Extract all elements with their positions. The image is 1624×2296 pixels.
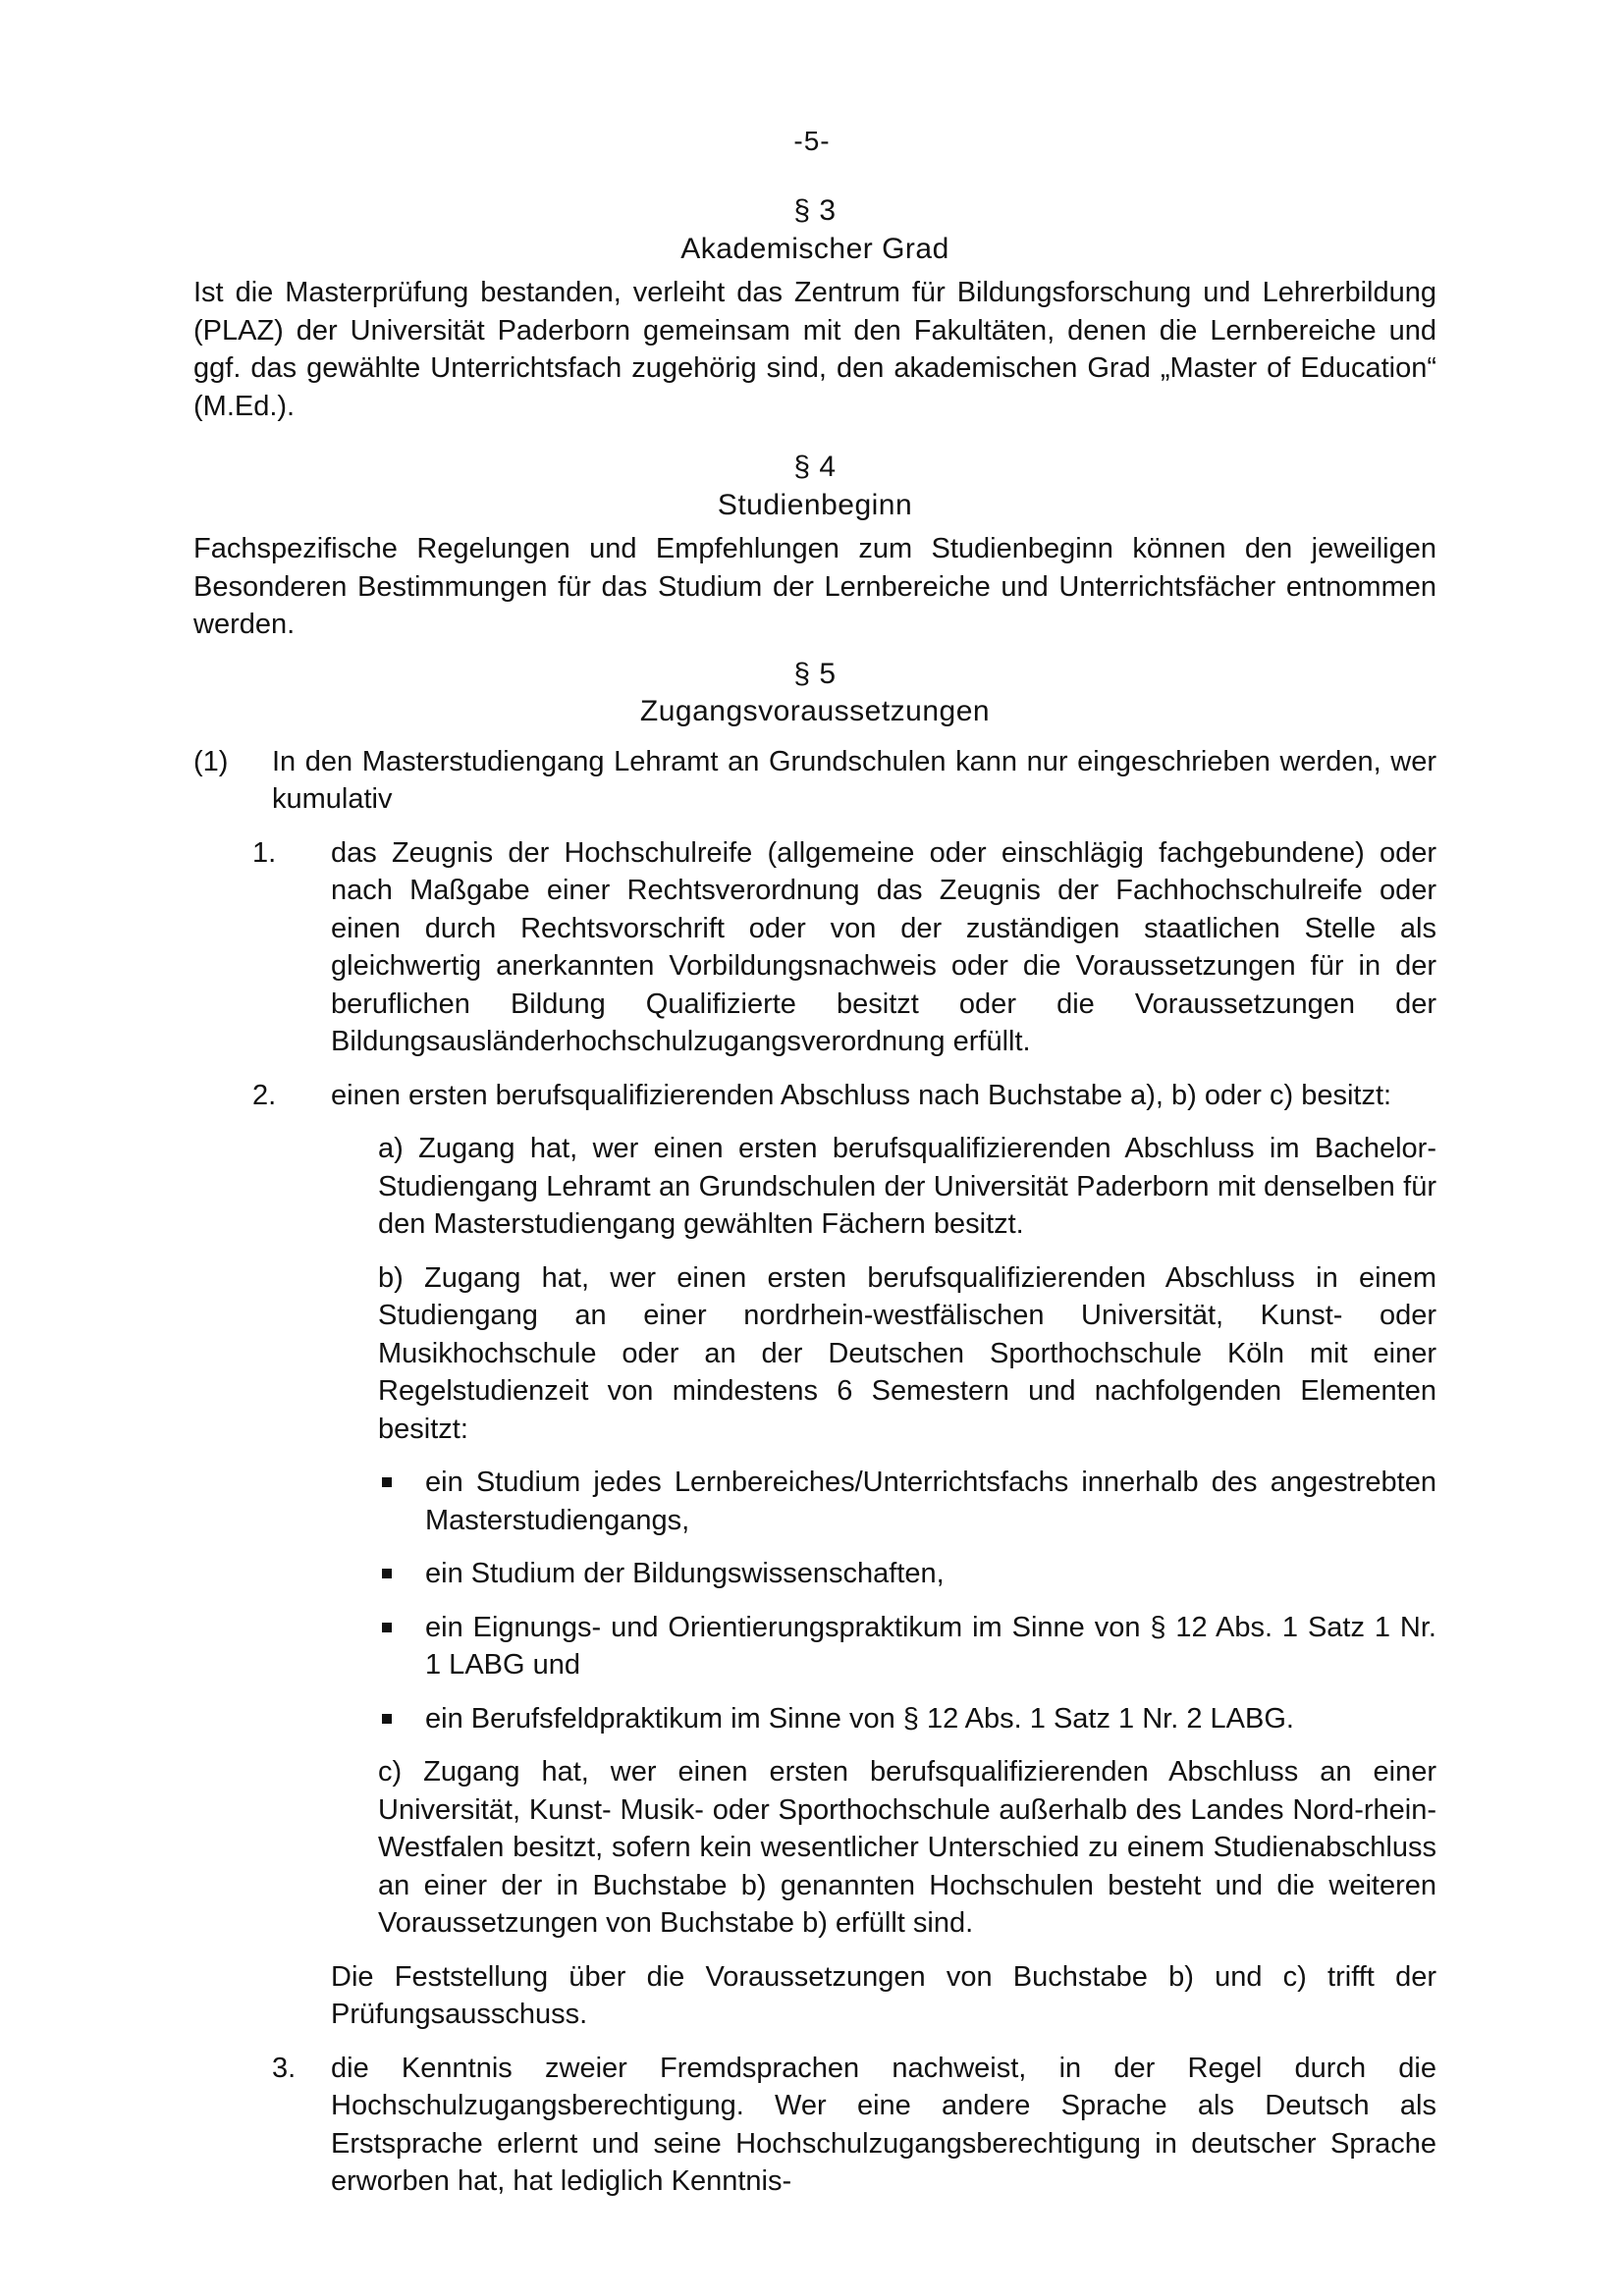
bullet-text: ein Studium jedes Lernbereiches/Unterrichtsfachs innerhalb des angestrebten Masterstudiengangs, bbox=[425, 1467, 1436, 1536]
section-body: Ist die Masterprüfung bestanden, verleiht das Zentrum für Bildungsforschung und Lehrerbildung (PLAZ) der Universität Paderborn gemeinsam mit den Fakultäten, denen die Lernbereiche und ggf. das gewählte Unterrichtsfach zugehörig sind, den akademischen Grad „Master of Education“ (M.Ed.). bbox=[193, 277, 1436, 422]
paragraph-label: (1) bbox=[193, 745, 229, 777]
section-body: Fachspezifische Regelungen und Empfehlungen zum Studienbeginn können den jeweiligen Besonderen Bestimmungen für das Studium der Lernbereiche und Unterrichtsfächer entnommen werden. bbox=[193, 533, 1436, 640]
bullet-list bbox=[378, 1464, 1436, 1737]
list-item-label: 3. bbox=[272, 2052, 297, 2084]
list-item-2 bbox=[252, 1077, 1436, 1115]
square-bullet-icon bbox=[378, 1464, 425, 1539]
list-item bbox=[378, 1464, 1436, 1539]
list-item-text: einen ersten berufsqualifizierenden Abschluss nach Buchstabe a), b) oder c) besitzt: bbox=[331, 1079, 1392, 1111]
bullet-text: ein Berufsfeldpraktikum im Sinne von § 12 Abs. 1 Satz 1 Nr. 2 LABG. bbox=[425, 1702, 1294, 1735]
list-item bbox=[378, 1555, 1436, 1593]
section-4 bbox=[193, 449, 1436, 644]
list-item-label: 2. bbox=[252, 1079, 277, 1111]
section-title: Studienbeginn bbox=[717, 488, 913, 521]
subitem-c: c) Zugang hat, wer einen ersten berufsqualifizierenden Abschluss an einer Universität, Kunst- Musik- oder Sporthochschule außerhalb des Landes Nord-rhein-Westfalen besitzt, sofern kein wesentlicher Unterschied zu einem Studienabschluss an einer der in Buchstabe b) genannten Hochschulen besteht und die weiteren Voraussetzungen von Buchstabe b) erfüllt sind. bbox=[378, 1756, 1436, 1939]
section-title: Akademischer Grad bbox=[680, 232, 949, 265]
bullet-text: ein Studium der Bildungswissenschaften, bbox=[425, 1558, 945, 1589]
list-item-text: das Zeugnis der Hochschulreife (allgemeine oder einschlägig fachgebundene) oder nach Maßgabe einer Rechtsverordnung das Zeugnis der Fachhochschulreife oder einen durch Rechtsvorschrift oder von der zuständigen staatlichen Stelle als gleichwertig anerkannten Vorbildungsnachweis oder die Voraussetzungen für in der beruflichen Bildung Qualifizierte besitzt oder die Voraussetzungen der Bildungsausländerhochschulzugangsverordnung erfüllt. bbox=[331, 836, 1436, 1057]
square-bullet-icon bbox=[378, 1700, 425, 1738]
list-item-label: 1. bbox=[252, 836, 277, 869]
examination-note: Die Feststellung über die Voraussetzungen von Buchstabe b) und c) trifft der Prüfungsausschuss. bbox=[331, 1960, 1436, 2030]
section-number: § 5 bbox=[793, 657, 837, 690]
list-item bbox=[378, 1700, 1436, 1738]
section-number: § 3 bbox=[793, 194, 837, 227]
section-3 bbox=[193, 192, 1436, 425]
square-bullet-icon bbox=[378, 1555, 425, 1593]
subitem-a: a) Zugang hat, wer einen ersten berufsqualifizierenden Abschluss im Bachelor-Studiengang Lehramt an Grundschulen der Universität Paderborn mit denselben für den Masterstudiengang gewählten Fächern besitzt. bbox=[378, 1133, 1436, 1240]
bullet-text: ein Eignungs- und Orientierungspraktikum im Sinne von § 12 Abs. 1 Satz 1 Nr. 1 LABG und bbox=[425, 1611, 1436, 1681]
square-bullet-icon bbox=[378, 1609, 425, 1684]
list-item bbox=[378, 1609, 1436, 1684]
list-item-3 bbox=[272, 2050, 1436, 2201]
list-item-1 bbox=[252, 834, 1436, 1061]
page-content bbox=[193, 192, 1436, 2201]
subitem-b: b) Zugang hat, wer einen ersten berufsqualifizierenden Abschluss in einem Studiengang an einer nordrhein-westfälischen Universität, Kunst- oder Musikhochschule oder an der Deutschen Sporthochschule Köln mit einer Regelstudienzeit von mindestens 6 Semestern und nachfolgenden Elementen besitzt: bbox=[378, 1261, 1436, 1445]
section-title: Zugangsvoraussetzungen bbox=[639, 695, 991, 727]
list-item-text: die Kenntnis zweier Fremdsprachen nachweist, in der Regel durch die Hochschulzugangsberechtigung. Wer eine andere Sprache als Deutsch als Erstsprache erlernt und seine Hochschulzugangsberechtigung in deutscher Sprache erworben hat, hat lediglich Kenntnis- bbox=[331, 2052, 1436, 2197]
paragraph-1 bbox=[193, 743, 1436, 819]
section-number: § 4 bbox=[793, 451, 837, 483]
section-5 bbox=[193, 656, 1436, 2201]
page-number: -5- bbox=[793, 126, 831, 156]
paragraph-text: In den Masterstudiengang Lehramt an Grundschulen kann nur eingeschrieben werden, wer kumulativ bbox=[272, 745, 1436, 815]
